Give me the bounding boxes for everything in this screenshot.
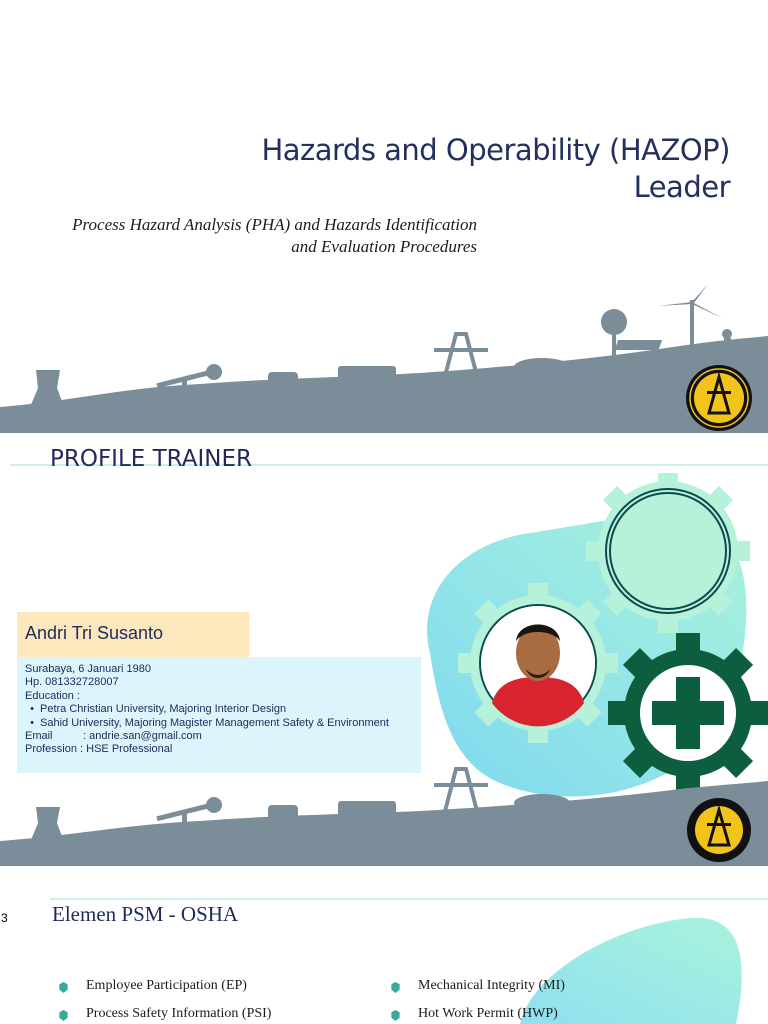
psm-item: Process Safety Information (PSI)	[86, 1006, 272, 1021]
trainer-info	[25, 663, 389, 757]
psm-item: Employee Participation (EP)	[86, 978, 247, 993]
email-info: Email : andrie.san@gmail.com	[25, 730, 202, 743]
gear-photo-frame-icon	[458, 583, 618, 743]
education-item	[25, 703, 389, 716]
profile-title: PROFILE TRAINER	[50, 446, 252, 472]
presentation-subtitle	[7, 214, 477, 258]
slide-profile-trainer	[0, 433, 768, 866]
trainer-name-box	[17, 612, 249, 657]
psm-item: Hot Work Permit (HWP)	[418, 1006, 558, 1021]
presentation-title	[210, 132, 730, 206]
subtitle-line-2: and Evaluation Procedures	[291, 237, 477, 256]
esdm-logo-emblem-2	[684, 797, 754, 863]
trainer-info-box	[17, 657, 421, 773]
psm-title: Elemen PSM - OSHA	[52, 902, 239, 926]
subtitle-line-1: Process Hazard Analysis (PHA) and Hazards Identification	[72, 215, 477, 234]
education-item-text: Petra Christian University, Majoring Interior Design	[40, 703, 287, 716]
gear-top-right-icon	[586, 473, 750, 633]
teal-bullet-icon	[390, 1010, 401, 1021]
presentation-title-text: Hazards and Operability (HAZOP) Leader	[261, 133, 730, 204]
education-label: Education :	[25, 689, 81, 702]
psm-item: Mechanical Integrity (MI)	[418, 978, 565, 993]
slide-psm-elements	[0, 866, 768, 1024]
slide-title	[0, 0, 768, 433]
industrial-skyline-illustration	[0, 280, 768, 433]
trainer-name: Andri Tri Susanto	[25, 623, 164, 643]
divider-line	[50, 898, 768, 900]
teal-bullet-icon	[58, 1010, 69, 1021]
industrial-skyline-illustration-2	[0, 763, 768, 866]
profession-info: Profession : HSE Professional	[25, 743, 173, 756]
education-item-text: Sahid University, Majoring Magister Management Safety & Environment	[40, 716, 389, 729]
education-item	[25, 717, 389, 730]
phone-info: Hp. 081332728007	[25, 676, 119, 689]
teal-bullet-icon	[390, 982, 401, 993]
teal-bullet-icon	[58, 982, 69, 993]
birth-info: Surabaya, 6 Januari 1980	[25, 663, 151, 675]
esdm-logo-emblem	[684, 363, 754, 433]
page-number: 3	[1, 911, 8, 925]
